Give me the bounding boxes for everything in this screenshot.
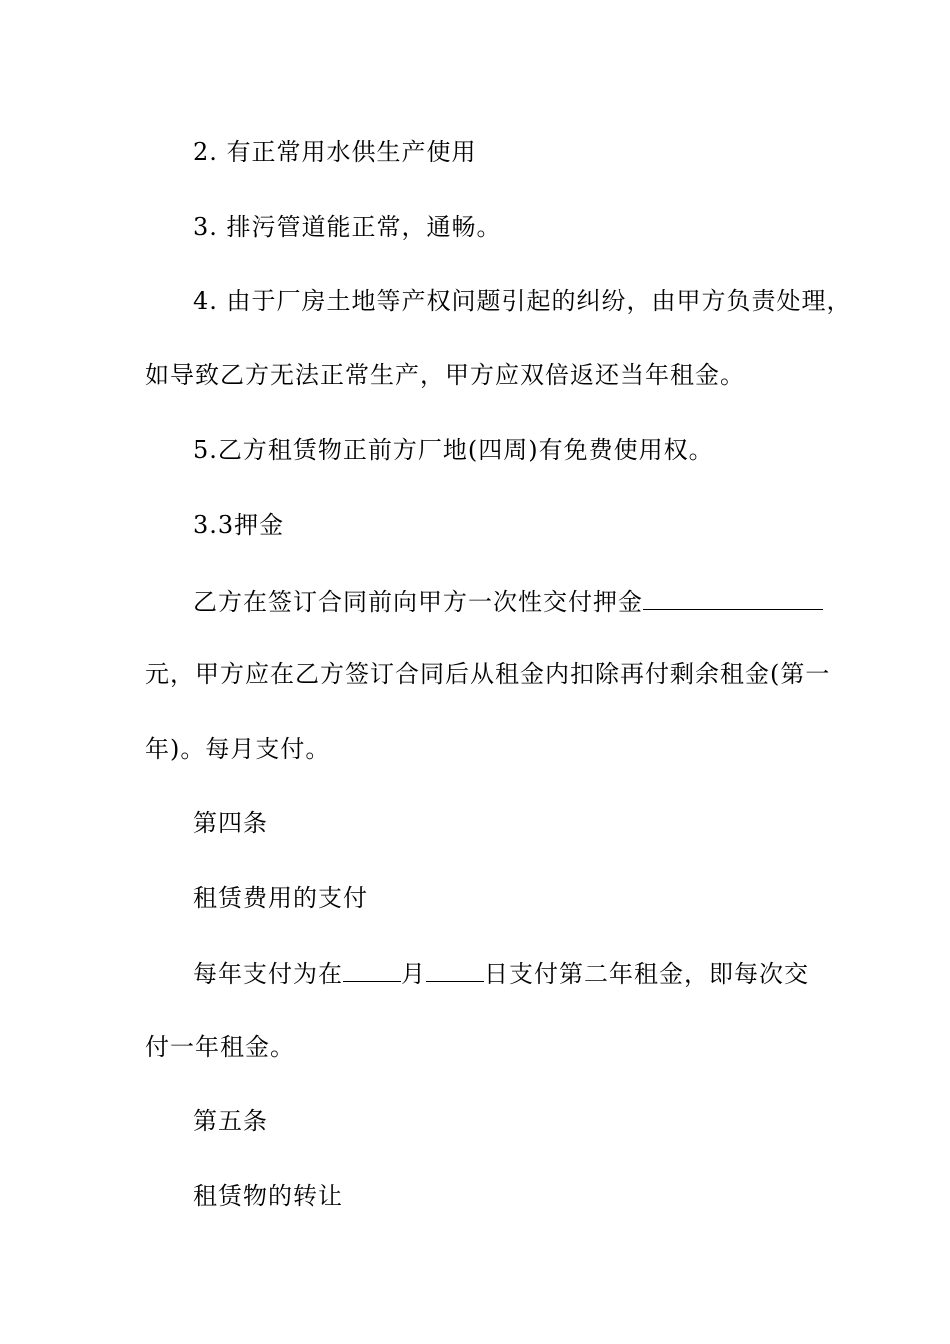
deposit-text: 乙方在签订合同前向甲方一次性交付押金	[193, 588, 643, 616]
article-four-heading: 第四条	[193, 809, 268, 837]
deposit-amount-blank	[643, 585, 823, 610]
item-free-use: 5.乙方租赁物正前方厂地(四周)有免费使用权。	[193, 436, 714, 464]
deposit-paragraph-line2: 元，甲方应在乙方签订合同后从租金内扣除再付剩余租金(第一	[145, 660, 831, 688]
item-water-supply: 2. 有正常用水供生产使用	[193, 138, 477, 166]
payment-text-c: 日支付第二年租金，即每次交	[484, 960, 809, 988]
deposit-paragraph-line3: 年)。每月支付。	[145, 735, 331, 763]
payment-month-blank	[343, 957, 401, 982]
article-five-heading: 第五条	[193, 1107, 268, 1135]
article-four-title: 租赁费用的支付	[193, 884, 368, 912]
item-drainage: 3. 排污管道能正常，通畅。	[193, 213, 502, 241]
deposit-paragraph-line1	[193, 585, 823, 617]
article-five-title: 租赁物的转让	[193, 1182, 343, 1210]
section-deposit-heading: 3.3押金	[193, 511, 285, 539]
payment-day-blank	[426, 957, 484, 982]
payment-paragraph-line2: 付一年租金。	[145, 1033, 295, 1061]
payment-text-b: 月	[401, 960, 426, 988]
item-property-dispute-cont: 如导致乙方无法正常生产，甲方应双倍返还当年租金。	[145, 361, 745, 389]
item-property-dispute: 4. 由于厂房土地等产权问题引起的纠纷，由甲方负责处理，	[193, 287, 852, 315]
payment-text-a: 每年支付为在	[193, 960, 343, 988]
payment-paragraph-line1	[193, 957, 809, 989]
